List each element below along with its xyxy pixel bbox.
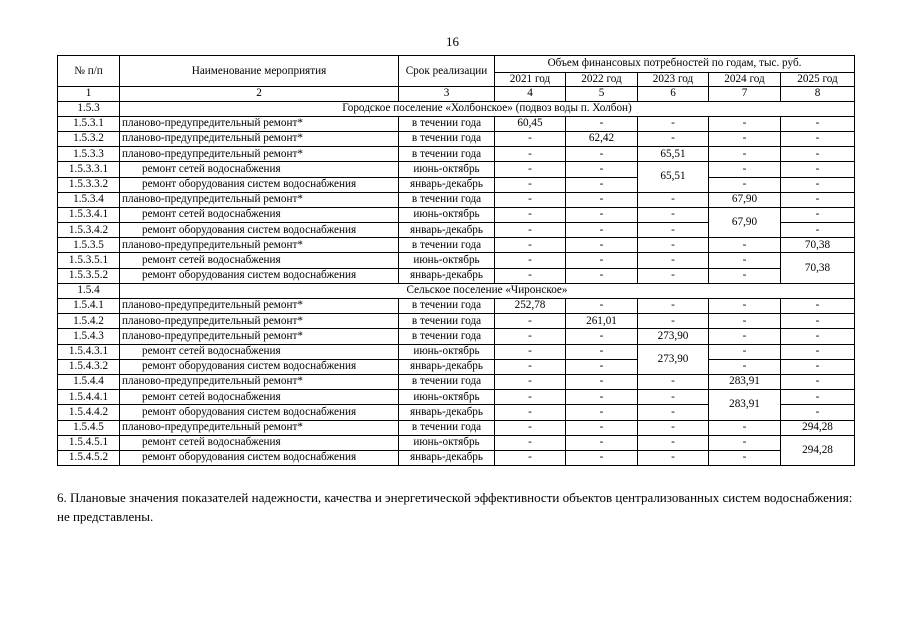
row-number: 1.5.3.4 bbox=[58, 192, 120, 207]
value-cell: - bbox=[709, 435, 781, 450]
page-number: 16 bbox=[446, 34, 459, 49]
term-cell: июнь-октябрь bbox=[399, 435, 495, 450]
value-cell: - bbox=[709, 359, 781, 374]
value-cell: - bbox=[566, 329, 638, 344]
value-cell: 273,90 bbox=[638, 344, 709, 374]
value-cell: - bbox=[638, 268, 709, 283]
value-cell: - bbox=[495, 344, 566, 359]
value-cell: - bbox=[781, 147, 855, 162]
value-cell: - bbox=[781, 162, 855, 177]
table-row bbox=[58, 314, 855, 329]
value-cell: - bbox=[709, 344, 781, 359]
table-row bbox=[58, 420, 855, 435]
value-cell: - bbox=[638, 131, 709, 146]
header-num: № п/п bbox=[58, 56, 120, 87]
header-term: Срок реализации bbox=[399, 56, 495, 87]
value-cell: - bbox=[566, 405, 638, 420]
value-cell: - bbox=[495, 162, 566, 177]
section-note: 6. Плановые значения показателей надежности, качества и энергетической эффективности объектов централизованных систем водоснабжения: не представлены. bbox=[57, 490, 853, 524]
value-cell: - bbox=[495, 268, 566, 283]
term-cell: в течении года bbox=[399, 374, 495, 389]
column-number: 2 bbox=[120, 87, 399, 101]
row-number: 1.5.3.3.1 bbox=[58, 162, 120, 177]
value-cell: - bbox=[638, 238, 709, 253]
value-cell: - bbox=[566, 177, 638, 192]
term-cell: июнь-октябрь bbox=[399, 253, 495, 268]
value-cell: - bbox=[495, 238, 566, 253]
value-cell: - bbox=[638, 405, 709, 420]
value-cell: - bbox=[638, 435, 709, 450]
value-cell: - bbox=[709, 450, 781, 465]
activity-name: ремонт оборудования систем водоснабжения bbox=[120, 450, 399, 465]
term-cell: в течении года bbox=[399, 131, 495, 146]
activity-name: ремонт оборудования систем водоснабжения bbox=[120, 268, 399, 283]
row-number: 1.5.4.4.2 bbox=[58, 405, 120, 420]
value-cell: 62,42 bbox=[566, 131, 638, 146]
activity-name: ремонт сетей водоснабжения bbox=[120, 207, 399, 222]
term-cell: в течении года bbox=[399, 329, 495, 344]
row-number: 1.5.4.5.2 bbox=[58, 450, 120, 465]
value-cell: - bbox=[566, 207, 638, 222]
value-cell: - bbox=[495, 147, 566, 162]
row-number: 1.5.3.5 bbox=[58, 238, 120, 253]
value-cell: - bbox=[495, 253, 566, 268]
value-cell: - bbox=[566, 268, 638, 283]
header-year: 2023 год bbox=[638, 73, 709, 87]
column-number: 4 bbox=[495, 87, 566, 101]
value-cell: - bbox=[709, 238, 781, 253]
activity-name: ремонт сетей водоснабжения bbox=[120, 390, 399, 405]
term-cell: июнь-октябрь bbox=[399, 162, 495, 177]
table-row bbox=[58, 147, 855, 162]
value-cell: - bbox=[638, 450, 709, 465]
term-cell: в течении года bbox=[399, 238, 495, 253]
value-cell: - bbox=[709, 268, 781, 283]
term-cell: в течении года bbox=[399, 299, 495, 314]
table-row bbox=[58, 207, 855, 222]
value-cell: 283,91 bbox=[709, 374, 781, 389]
activity-name: ремонт оборудования систем водоснабжения bbox=[120, 359, 399, 374]
value-cell: - bbox=[638, 374, 709, 389]
value-cell: - bbox=[638, 192, 709, 207]
column-number: 7 bbox=[709, 87, 781, 101]
row-number: 1.5.4.5 bbox=[58, 420, 120, 435]
term-cell: январь-декабрь bbox=[399, 450, 495, 465]
table-row bbox=[58, 374, 855, 389]
header-year: 2021 год bbox=[495, 73, 566, 87]
value-cell: - bbox=[495, 207, 566, 222]
row-number: 1.5.4.4.1 bbox=[58, 390, 120, 405]
value-cell: - bbox=[566, 162, 638, 177]
term-cell: январь-декабрь bbox=[399, 177, 495, 192]
row-number: 1.5.4.3 bbox=[58, 329, 120, 344]
header-year: 2024 год bbox=[709, 73, 781, 87]
value-cell: 273,90 bbox=[638, 329, 709, 344]
value-cell: - bbox=[495, 329, 566, 344]
column-number: 8 bbox=[781, 87, 855, 101]
table-row bbox=[58, 268, 855, 283]
term-cell: в течении года bbox=[399, 314, 495, 329]
table-row bbox=[58, 238, 855, 253]
value-cell: - bbox=[781, 359, 855, 374]
section-title: Городское поселение «Холбонское» (подвоз воды п. Холбон) bbox=[120, 101, 855, 116]
value-cell: - bbox=[638, 299, 709, 314]
row-number: 1.5.3.3.2 bbox=[58, 177, 120, 192]
row-number: 1.5.3.5.2 bbox=[58, 268, 120, 283]
value-cell: - bbox=[638, 116, 709, 131]
term-cell: июнь-октябрь bbox=[399, 207, 495, 222]
value-cell: - bbox=[566, 420, 638, 435]
value-cell: - bbox=[566, 359, 638, 374]
value-cell: - bbox=[638, 253, 709, 268]
value-cell: - bbox=[781, 207, 855, 222]
activity-name: планово-предупредительный ремонт* bbox=[120, 238, 399, 253]
value-cell: - bbox=[495, 359, 566, 374]
activity-name: ремонт сетей водоснабжения bbox=[120, 253, 399, 268]
activity-name: планово-предупредительный ремонт* bbox=[120, 192, 399, 207]
term-cell: июнь-октябрь bbox=[399, 390, 495, 405]
term-cell: в течении года bbox=[399, 420, 495, 435]
value-cell: - bbox=[495, 420, 566, 435]
value-cell: 65,51 bbox=[638, 147, 709, 162]
activity-name: ремонт сетей водоснабжения bbox=[120, 344, 399, 359]
section-title: Сельское поселение «Чиронское» bbox=[120, 283, 855, 298]
value-cell: - bbox=[566, 435, 638, 450]
activity-name: планово-предупредительный ремонт* bbox=[120, 147, 399, 162]
term-cell: январь-декабрь bbox=[399, 268, 495, 283]
activity-name: планово-предупредительный ремонт* bbox=[120, 420, 399, 435]
value-cell: - bbox=[781, 344, 855, 359]
value-cell: - bbox=[709, 116, 781, 131]
value-cell: 67,90 bbox=[709, 192, 781, 207]
column-number: 3 bbox=[399, 87, 495, 101]
header-name: Наименование мероприятия bbox=[120, 56, 399, 87]
value-cell: - bbox=[638, 390, 709, 405]
term-cell: январь-декабрь bbox=[399, 405, 495, 420]
value-cell: 283,91 bbox=[709, 390, 781, 420]
value-cell: - bbox=[495, 192, 566, 207]
value-cell: - bbox=[709, 131, 781, 146]
value-cell: - bbox=[495, 435, 566, 450]
row-number: 1.5.4.3.1 bbox=[58, 344, 120, 359]
activity-name: планово-предупредительный ремонт* bbox=[120, 374, 399, 389]
value-cell: - bbox=[566, 223, 638, 238]
value-cell: - bbox=[566, 147, 638, 162]
table-row bbox=[58, 435, 855, 450]
table-row bbox=[58, 450, 855, 465]
value-cell: - bbox=[495, 177, 566, 192]
term-cell: январь-декабрь bbox=[399, 359, 495, 374]
activity-name: планово-предупредительный ремонт* bbox=[120, 131, 399, 146]
value-cell: - bbox=[638, 223, 709, 238]
value-cell: - bbox=[566, 116, 638, 131]
value-cell: - bbox=[709, 420, 781, 435]
term-cell: июнь-октябрь bbox=[399, 344, 495, 359]
value-cell: - bbox=[566, 390, 638, 405]
header-year: 2025 год bbox=[781, 73, 855, 87]
value-cell: 60,45 bbox=[495, 116, 566, 131]
value-cell: 294,28 bbox=[781, 420, 855, 435]
row-number: 1.5.4.1 bbox=[58, 299, 120, 314]
header-volume: Объем финансовых потребностей по годам, тыс. руб. bbox=[495, 56, 855, 73]
table-row bbox=[58, 329, 855, 344]
value-cell: - bbox=[781, 116, 855, 131]
value-cell: - bbox=[566, 450, 638, 465]
value-cell: 67,90 bbox=[709, 207, 781, 237]
value-cell: - bbox=[638, 314, 709, 329]
value-cell: - bbox=[709, 329, 781, 344]
value-cell: - bbox=[781, 299, 855, 314]
activity-name: планово-предупредительный ремонт* bbox=[120, 299, 399, 314]
column-number: 6 bbox=[638, 87, 709, 101]
value-cell: - bbox=[781, 314, 855, 329]
table-body bbox=[58, 101, 855, 466]
value-cell: - bbox=[709, 299, 781, 314]
column-number: 1 bbox=[58, 87, 120, 101]
table-row bbox=[58, 192, 855, 207]
value-cell: - bbox=[566, 344, 638, 359]
value-cell: - bbox=[709, 314, 781, 329]
header-year: 2022 год bbox=[566, 73, 638, 87]
table-row bbox=[58, 299, 855, 314]
value-cell: 70,38 bbox=[781, 253, 855, 283]
value-cell: - bbox=[781, 131, 855, 146]
row-number: 1.5.3.5.1 bbox=[58, 253, 120, 268]
value-cell: - bbox=[781, 329, 855, 344]
financing-table bbox=[57, 55, 855, 466]
value-cell: 70,38 bbox=[781, 238, 855, 253]
value-cell: - bbox=[495, 374, 566, 389]
row-number: 1.5.4.2 bbox=[58, 314, 120, 329]
section-row bbox=[58, 101, 855, 116]
value-cell: - bbox=[709, 162, 781, 177]
activity-name: ремонт сетей водоснабжения bbox=[120, 435, 399, 450]
value-cell: - bbox=[566, 374, 638, 389]
value-cell: - bbox=[495, 314, 566, 329]
value-cell: - bbox=[638, 207, 709, 222]
value-cell: - bbox=[495, 390, 566, 405]
row-number: 1.5.3 bbox=[58, 101, 120, 116]
value-cell: - bbox=[781, 177, 855, 192]
table-row bbox=[58, 344, 855, 359]
term-cell: в течении года bbox=[399, 147, 495, 162]
value-cell: - bbox=[781, 192, 855, 207]
row-number: 1.5.4 bbox=[58, 283, 120, 298]
table-row bbox=[58, 162, 855, 177]
table-row bbox=[58, 131, 855, 146]
row-number: 1.5.3.4.2 bbox=[58, 223, 120, 238]
activity-name: ремонт сетей водоснабжения bbox=[120, 162, 399, 177]
value-cell: - bbox=[566, 238, 638, 253]
activity-name: ремонт оборудования систем водоснабжения bbox=[120, 405, 399, 420]
value-cell: 65,51 bbox=[638, 162, 709, 192]
row-number: 1.5.3.4.1 bbox=[58, 207, 120, 222]
table-row bbox=[58, 116, 855, 131]
value-cell: - bbox=[781, 405, 855, 420]
table-row bbox=[58, 390, 855, 405]
row-number: 1.5.4.3.2 bbox=[58, 359, 120, 374]
row-number: 1.5.3.3 bbox=[58, 147, 120, 162]
table-row bbox=[58, 177, 855, 192]
value-cell: - bbox=[781, 390, 855, 405]
value-cell: - bbox=[495, 450, 566, 465]
activity-name: планово-предупредительный ремонт* bbox=[120, 314, 399, 329]
value-cell: - bbox=[709, 177, 781, 192]
term-cell: в течении года bbox=[399, 116, 495, 131]
value-cell: - bbox=[495, 131, 566, 146]
row-number: 1.5.4.4 bbox=[58, 374, 120, 389]
value-cell: - bbox=[709, 253, 781, 268]
value-cell: - bbox=[495, 223, 566, 238]
value-cell: 261,01 bbox=[566, 314, 638, 329]
activity-name: планово-предупредительный ремонт* bbox=[120, 116, 399, 131]
activity-name: планово-предупредительный ремонт* bbox=[120, 329, 399, 344]
term-cell: в течении года bbox=[399, 192, 495, 207]
section-row bbox=[58, 283, 855, 298]
value-cell: 294,28 bbox=[781, 435, 855, 465]
activity-name: ремонт оборудования систем водоснабжения bbox=[120, 223, 399, 238]
value-cell: - bbox=[709, 147, 781, 162]
value-cell: - bbox=[781, 374, 855, 389]
table-row bbox=[58, 253, 855, 268]
table-row bbox=[58, 359, 855, 374]
value-cell: - bbox=[566, 299, 638, 314]
row-number: 1.5.4.5.1 bbox=[58, 435, 120, 450]
value-cell: 252,78 bbox=[495, 299, 566, 314]
value-cell: - bbox=[781, 223, 855, 238]
column-number: 5 bbox=[566, 87, 638, 101]
term-cell: январь-декабрь bbox=[399, 223, 495, 238]
value-cell: - bbox=[566, 192, 638, 207]
row-number: 1.5.3.1 bbox=[58, 116, 120, 131]
value-cell: - bbox=[566, 253, 638, 268]
value-cell: - bbox=[638, 420, 709, 435]
value-cell: - bbox=[495, 405, 566, 420]
row-number: 1.5.3.2 bbox=[58, 131, 120, 146]
activity-name: ремонт оборудования систем водоснабжения bbox=[120, 177, 399, 192]
